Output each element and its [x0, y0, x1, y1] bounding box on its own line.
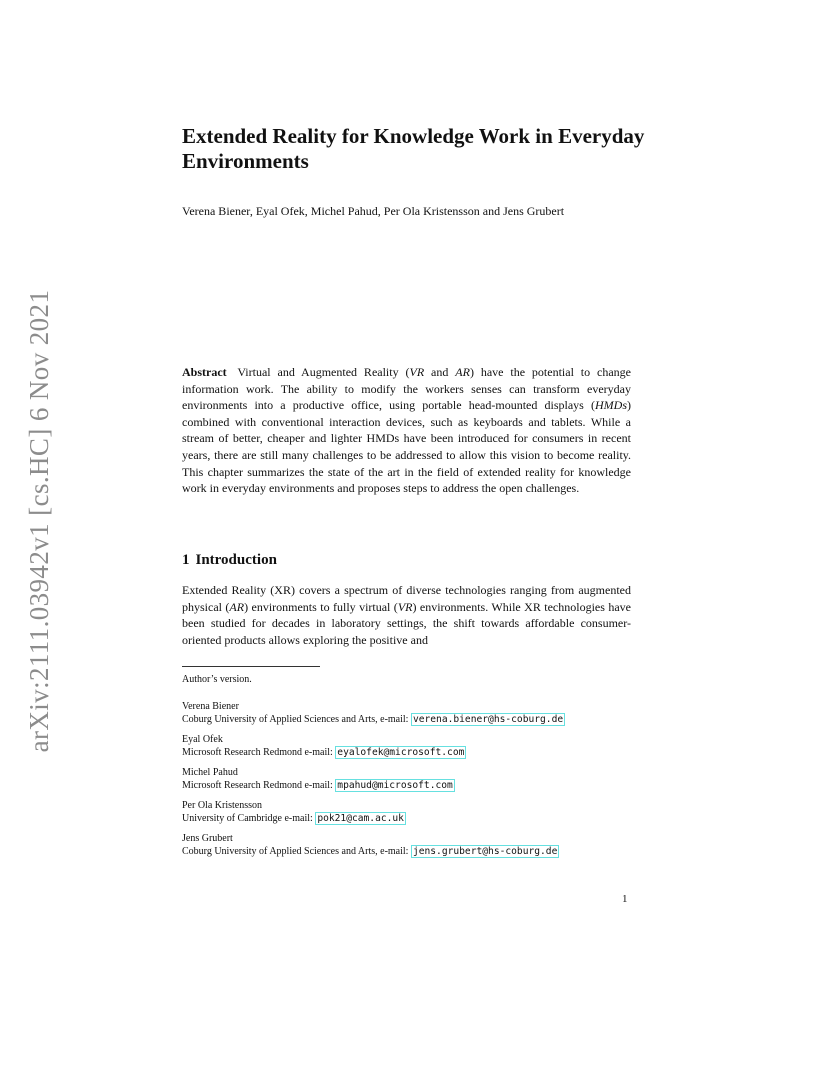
affiliation-entry	[182, 766, 642, 792]
intro-text: ) environments to fully virtual (	[244, 599, 398, 614]
author-list: Verena Biener, Eyal Ofek, Michel Pahud, Per Ola Kristensson and Jens Grubert	[182, 204, 565, 218]
affiliation-author-name: Per Ola Kristensson	[182, 799, 262, 811]
affiliation-author-name: Verena Biener	[182, 701, 239, 712]
intro-term-ar: AR	[229, 599, 245, 614]
abstract-text: and	[424, 365, 456, 379]
author-affiliations	[182, 700, 642, 865]
affiliation-institution: University of Cambridge e-mail: pok21@cam.ac.uk	[182, 812, 404, 824]
email-link[interactable]: mpahud@microsoft.com	[337, 780, 453, 792]
email-link[interactable]: eyalofek@microsoft.com	[337, 747, 465, 759]
affiliation-entry	[182, 832, 642, 858]
affiliation-entry	[182, 700, 642, 726]
affiliation-institution: Coburg University of Applied Sciences and Arts, e-mail: jens.grubert@hs-coburg.de	[182, 845, 558, 857]
affiliation-author-name: Jens Grubert	[182, 832, 233, 844]
abstract-term-vr: VR	[409, 365, 425, 379]
affiliation-entry	[182, 733, 642, 759]
introduction-paragraph	[182, 582, 631, 648]
affiliation-author-name: Eyal Ofek	[182, 733, 223, 745]
footnote-divider	[182, 666, 320, 667]
intro-text: ) environments. While XR technologies have been studied for decades in laboratory settings, the shift towards affordable consumer-oriented products allows exploring the positive and	[182, 599, 631, 647]
abstract-term-ar: AR	[455, 365, 470, 379]
affiliation-institution: Microsoft Research Redmond e-mail: mpahud@microsoft.com	[182, 780, 453, 792]
section-title: Introduction	[195, 552, 277, 568]
abstract	[182, 364, 631, 497]
abstract-text: ) combined with conventional interaction devices, such as keyboards and tablets. While a stream of better, cheaper and lighter HMDs have been introduced for consumers in recent years, there are still many challenges to be addressed to allow this vision to become reality. This chapter summarizes the state of the art in the field of extended reality for knowledge work in everyday environments and proposes steps to address the open challenges.	[182, 398, 631, 496]
section-heading	[182, 551, 631, 569]
arxiv-sidebar-stamp	[16, 286, 62, 756]
abstract-term-hmds: HMDs	[595, 398, 627, 413]
section-number: 1	[182, 552, 190, 568]
author-version-note: Author’s version.	[182, 674, 252, 685]
affiliation-author-name: Michel Pahud	[182, 766, 238, 778]
email-link[interactable]: jens.grubert@hs-coburg.de	[412, 845, 558, 857]
intro-text: Extended Reality (XR) covers a spectrum of diverse technologies ranging from augmented physical (	[182, 583, 631, 614]
page-number: 1	[622, 893, 628, 905]
affiliation-institution: Microsoft Research Redmond e-mail: eyalofek@microsoft.com	[182, 747, 465, 759]
abstract-text: ) have the potential to change information work. The ability to modify the workers senses can transform everyday environments into a productive office, using portable head-mounted displays (	[182, 365, 631, 413]
paper-title: Extended Reality for Knowledge Work in Everyday Environments	[182, 124, 645, 173]
abstract-text: Virtual and Augmented Reality (	[237, 365, 410, 379]
arxiv-identifier: arXiv:2111.03942v1 [cs.HC] 6 Nov 2021	[24, 289, 54, 753]
affiliation-entry	[182, 799, 642, 825]
affiliation-institution: Coburg University of Applied Sciences and Arts, e-mail: verena.biener@hs-coburg.de	[182, 714, 564, 726]
email-link[interactable]: verena.biener@hs-coburg.de	[412, 714, 564, 726]
email-link[interactable]: pok21@cam.ac.uk	[317, 812, 404, 824]
abstract-label: Abstract	[182, 365, 227, 379]
intro-term-vr: VR	[397, 599, 413, 614]
